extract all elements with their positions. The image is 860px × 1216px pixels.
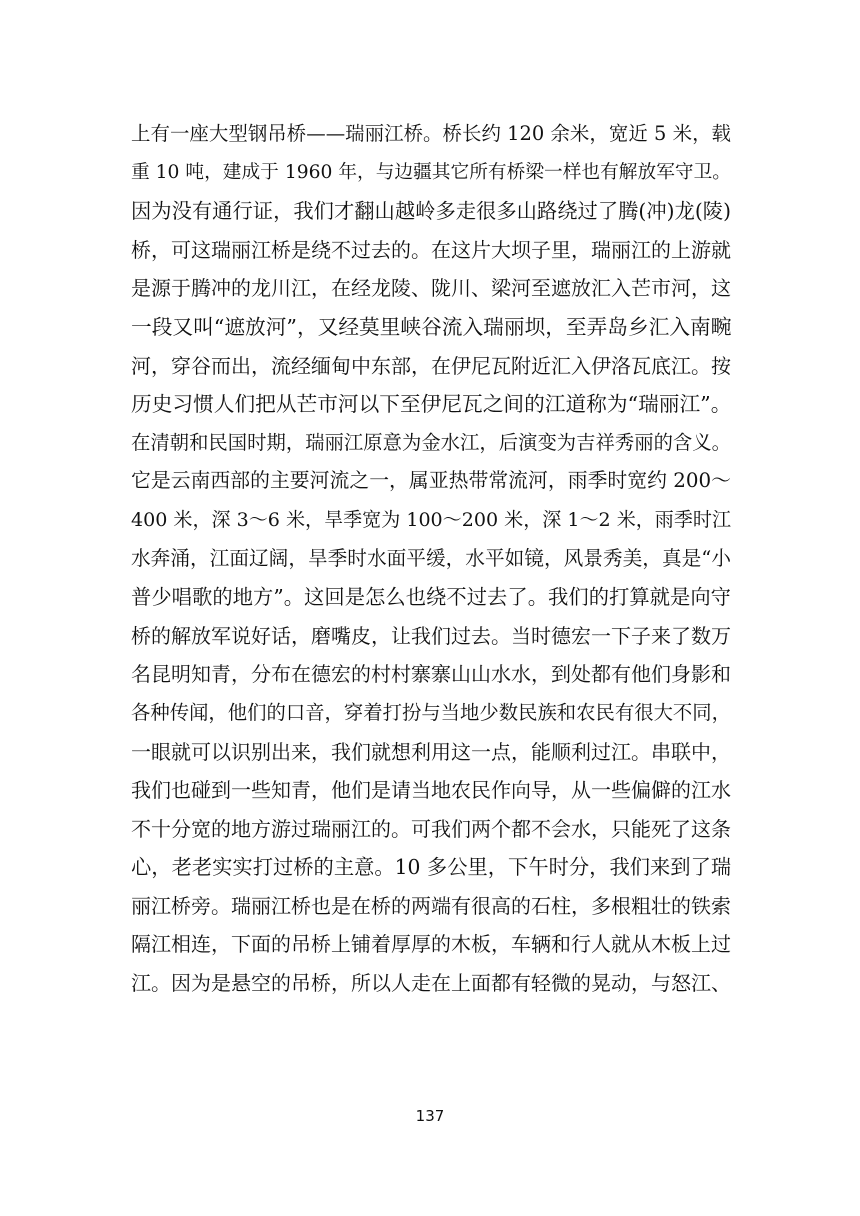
text-line: 我们也碰到一些知青，他们是请当地农民作向导，从一些偏僻的江水 bbox=[131, 778, 731, 803]
body-text bbox=[131, 115, 731, 1003]
text-line: 一段又叫“遮放河”，又经莫里峡谷流入瑞丽坝，至弄岛乡汇入南畹 bbox=[131, 314, 732, 339]
text-line: 桥，可这瑞丽江桥是绕不过去的。在这片大坝子里，瑞丽江的上游就 bbox=[131, 237, 731, 262]
text-line: 河，穿谷而出，流经缅甸中东部，在伊尼瓦附近汇入伊洛瓦底江。按 bbox=[131, 353, 731, 378]
text-line: 隔江相连，下面的吊桥上铺着厚厚的木板，车辆和行人就从木板上过 bbox=[131, 932, 731, 957]
text-line: 400 米，深 3～6 米，旱季宽为 100～200 米，深 1～2 米，雨季时江 bbox=[131, 508, 731, 531]
text-line: 历史习惯人们把从芒市河以下至伊尼瓦之间的江道称为“瑞丽江”。 bbox=[131, 392, 732, 417]
page-number: 137 bbox=[415, 1107, 445, 1125]
text-line: 普少唱歌的地方”。这回是怎么也绕不过去了。我们的打算就是向守 bbox=[131, 585, 731, 610]
text-line: 江。因为是悬空的吊桥，所以人走在上面都有轻微的晃动，与怒江、 bbox=[131, 971, 731, 996]
text-line: 在清朝和民国时期，瑞丽江原意为金水江，后演变为吉祥秀丽的含义。 bbox=[131, 430, 731, 454]
text-line: 桥的解放军说好话，磨嘴皮，让我们过去。当时德宏一下子来了数万 bbox=[131, 623, 731, 648]
text-line: 心，老老实实打过桥的主意。10 多公里，下午时分，我们来到了瑞 bbox=[131, 855, 732, 880]
text-line: 名昆明知青，分布在德宏的村村寨寨山山水水，到处都有他们身影和 bbox=[131, 662, 731, 687]
text-line: 因为没有通行证，我们才翻山越岭多走很多山路绕过了腾(冲)龙(陵) bbox=[131, 199, 731, 224]
text-line: 重 10 吨，建成于 1960 年，与边疆其它所有桥梁一样也有解放军守卫。 bbox=[131, 161, 731, 183]
text-line: 各种传闻，他们的口音，穿着打扮与当地少数民族和农民有很大不同， bbox=[131, 700, 731, 724]
text-line: 是源于腾冲的龙川江，在经龙陵、陇川、梁河至遮放汇入芒市河，这 bbox=[131, 276, 731, 301]
text-line: 一眼就可以识别出来，我们就想利用这一点，能顺利过江。串联中， bbox=[131, 739, 731, 764]
text-line: 不十分宽的地方游过瑞丽江的。可我们两个都不会水，只能死了这条 bbox=[131, 816, 731, 841]
text-line: 丽江桥旁。瑞丽江桥也是在桥的两端有很高的石柱，多根粗壮的铁索 bbox=[131, 893, 731, 918]
text-line: 上有一座大型钢吊桥——瑞丽江桥。桥长约 120 余米，宽近 5 米，载 bbox=[131, 122, 731, 145]
text-line: 它是云南西部的主要河流之一，属亚热带常流河，雨季时宽约 200～ bbox=[131, 469, 731, 493]
text-line: 水奔涌，江面辽阔，旱季时水面平缓，水平如镜，风景秀美，真是“小 bbox=[131, 546, 731, 570]
